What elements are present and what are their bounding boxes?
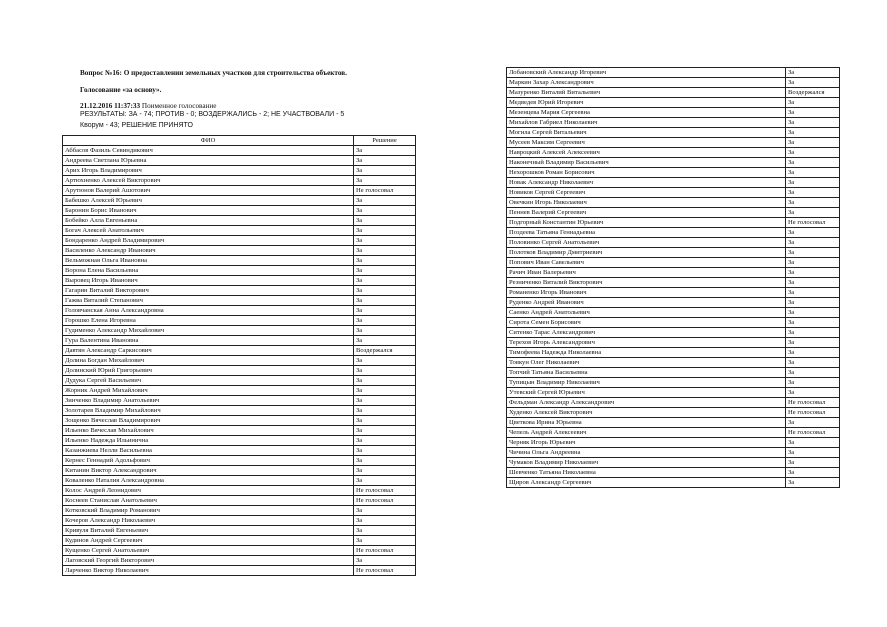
vote-decision: За [786, 448, 840, 458]
table-row [63, 176, 416, 186]
votes-table-left-body [63, 146, 416, 576]
table-row [507, 328, 840, 338]
vote-basis: Голосование «за основу». [80, 86, 162, 94]
deputy-name: Товкун Олег Николаевич [507, 358, 786, 368]
vote-type: Поименное голосование [141, 102, 217, 110]
deputy-name: Артюхненко Алексей Викторович [63, 176, 354, 186]
vote-decision: За [786, 198, 840, 208]
vote-decision: За [786, 298, 840, 308]
table-row [63, 556, 416, 566]
deputy-name: Мезенцева Мария Сергеевна [507, 108, 786, 118]
deputy-name: Фельдман Александр Александрович [507, 398, 786, 408]
vote-decision: За [786, 368, 840, 378]
vote-results: РЕЗУЛЬТАТЫ: ЗА - 74; ПРОТИВ - 0; ВОЗДЕРЖАЛИСЬ - 2; НЕ УЧАСТВОВАЛИ - 5 [80, 111, 345, 118]
deputy-name: Ильенко Вячеслав Михайлович [63, 426, 354, 436]
deputy-name: Арих Игорь Владимирович [63, 166, 354, 176]
vote-decision: За [786, 378, 840, 388]
deputy-name: Колос Андрей Леонидович [63, 486, 354, 496]
vote-decision: За [354, 196, 416, 206]
vote-decision: За [786, 68, 840, 78]
table-row [63, 386, 416, 396]
vote-decision: За [354, 456, 416, 466]
vote-decision: За [786, 478, 840, 488]
table-row [63, 526, 416, 536]
deputy-name: Терехов Игорь Александрович [507, 338, 786, 348]
vote-decision: За [354, 386, 416, 396]
deputy-name: Шевченко Татьяна Николаевна [507, 468, 786, 478]
table-row [63, 506, 416, 516]
table-row [507, 318, 840, 328]
vote-decision: За [354, 206, 416, 216]
vote-decision: За [354, 176, 416, 186]
deputy-name: Рачич Иван Валерьевич [507, 268, 786, 278]
vote-decision: За [354, 326, 416, 336]
deputy-name: Чепель Андрей Алексеевич [507, 428, 786, 438]
vote-decision: За [354, 416, 416, 426]
table-row [507, 258, 840, 268]
table-row [507, 168, 840, 178]
table-row [63, 376, 416, 386]
deputy-name: Кочеров Александр Николаевич [63, 516, 354, 526]
table-row [63, 486, 416, 496]
table-row [63, 226, 416, 236]
vote-decision: За [786, 168, 840, 178]
vote-decision: За [786, 118, 840, 128]
table-row [63, 196, 416, 206]
deputy-name: Гагарин Виталий Викторович [63, 286, 354, 296]
table-row [507, 178, 840, 188]
vote-decision: За [786, 268, 840, 278]
deputy-name: Зощенко Вячеслав Владимирович [63, 416, 354, 426]
table-row [63, 406, 416, 416]
deputy-name: Мусеев Максим Сергеевич [507, 138, 786, 148]
vote-decision: За [354, 226, 416, 236]
vote-decision: За [354, 146, 416, 156]
vote-decision: Не голосовал [786, 218, 840, 228]
deputy-name: Подгорный Константин Юрьевич [507, 218, 786, 228]
deputy-name: Коваленко Наталия Александровна [63, 476, 354, 486]
table-row [507, 428, 840, 438]
table-row [507, 448, 840, 458]
vote-decision: За [786, 248, 840, 258]
deputy-name: Чичина Ольга Андреевна [507, 448, 786, 458]
deputy-name: Богач Алексей Анатольевич [63, 226, 354, 236]
deputy-name: Чумаков Владимир Николаевич [507, 458, 786, 468]
table-row [507, 98, 840, 108]
vote-decision: За [786, 178, 840, 188]
deputy-name: Андреева Светлана Юрьевна [63, 156, 354, 166]
table-row [507, 358, 840, 368]
vote-decision: За [786, 228, 840, 238]
table-row [63, 166, 416, 176]
deputy-name: Щиров Александр Сергеевич [507, 478, 786, 488]
vote-decision: За [354, 276, 416, 286]
vote-decision: Не голосовал [354, 496, 416, 506]
vote-decision: За [354, 556, 416, 566]
deputy-name: Могила Сергей Витальевич [507, 128, 786, 138]
table-row [63, 546, 416, 556]
table-row [507, 268, 840, 278]
table-row [63, 276, 416, 286]
deputy-name: Долина Богдан Михайлович [63, 356, 354, 366]
table-row [63, 476, 416, 486]
votes-table-left [62, 135, 416, 576]
vote-decision: За [354, 506, 416, 516]
vote-decision: За [786, 98, 840, 108]
vote-decision: За [354, 466, 416, 476]
vote-decision: За [786, 438, 840, 448]
vote-decision: За [354, 306, 416, 316]
deputy-name: Половинко Сергей Анатольевич [507, 238, 786, 248]
vote-decision: За [354, 436, 416, 446]
deputy-name: Резниченко Виталий Викторович [507, 278, 786, 288]
deputy-name: Лаговский Георгий Викторович [63, 556, 354, 566]
table-row [507, 228, 840, 238]
vote-decision: За [786, 78, 840, 88]
table-row [63, 446, 416, 456]
vote-decision: За [786, 188, 840, 198]
table-row [507, 418, 840, 428]
deputy-name: Ильенко Надежда Ильинична [63, 436, 354, 446]
vote-decision: За [354, 366, 416, 376]
table-row [63, 466, 416, 476]
vote-decision: Не голосовал [786, 398, 840, 408]
table-row [63, 186, 416, 196]
vote-decision: За [786, 318, 840, 328]
table-row [63, 146, 416, 156]
vote-decision: За [354, 536, 416, 546]
table-row [507, 208, 840, 218]
table-row [507, 388, 840, 398]
deputy-name: Цветкова Ирина Юрьевна [507, 418, 786, 428]
table-row [507, 288, 840, 298]
deputy-name: Руденко Андрей Иванович [507, 298, 786, 308]
vote-decision: За [786, 418, 840, 428]
table-row [507, 478, 840, 488]
table-row [63, 296, 416, 306]
table-row [507, 68, 840, 78]
table-row [507, 338, 840, 348]
table-row [507, 368, 840, 378]
table-row [507, 118, 840, 128]
vote-decision: Воздержался [354, 346, 416, 356]
vote-decision: За [354, 336, 416, 346]
table-row [507, 398, 840, 408]
deputy-name: Аббасов Фазиль Севиндикович [63, 146, 354, 156]
deputy-name: Жорник Андрей Михайлович [63, 386, 354, 396]
deputy-name: Головчанская Анна Александровна [63, 306, 354, 316]
vote-decision: За [354, 296, 416, 306]
deputy-name: Худенко Алексей Викторович [507, 408, 786, 418]
table-row [63, 366, 416, 376]
vote-decision: За [354, 356, 416, 366]
table-row [63, 286, 416, 296]
deputy-name: Китанин Виктор Александрович [63, 466, 354, 476]
deputy-name: Сирота Семен Борисович [507, 318, 786, 328]
table-row [63, 566, 416, 576]
deputy-name: Коснеев Станислав Анатольевич [63, 496, 354, 506]
table-row [63, 516, 416, 526]
deputy-name: Гура Валентина Ивановна [63, 336, 354, 346]
table-row [63, 396, 416, 406]
table-row [63, 216, 416, 226]
question-title: Вопрос №16: О предоставлении земельных участков для строительства объектов. [80, 69, 347, 77]
deputy-name: Нехорошков Роман Борисович [507, 168, 786, 178]
deputy-name: Топчий Татьяна Васильевна [507, 368, 786, 378]
deputy-name: Черняк Игорь Юрьевич [507, 438, 786, 448]
vote-decision: За [354, 316, 416, 326]
deputy-name: Михайлов Габриел Николаевич [507, 118, 786, 128]
table-row [63, 536, 416, 546]
vote-decision: Не голосовал [354, 566, 416, 576]
deputy-name: Арутюнов Валерий Ашотович [63, 186, 354, 196]
vote-decision: За [354, 246, 416, 256]
table-row [63, 356, 416, 366]
table-row [507, 308, 840, 318]
table-row [63, 426, 416, 436]
deputy-name: Пеннев Валерий Сергеевич [507, 208, 786, 218]
vote-decision: За [354, 406, 416, 416]
deputy-name: Новиков Сергей Сергеевич [507, 188, 786, 198]
table-row [507, 458, 840, 468]
vote-decision: За [786, 148, 840, 158]
deputy-name: Золотарев Владимир Михайлович [63, 406, 354, 416]
table-row [63, 316, 416, 326]
vote-decision: За [786, 208, 840, 218]
deputy-name: Василенко Александр Иванович [63, 246, 354, 256]
vote-decision: За [354, 286, 416, 296]
votes-table-right-body [507, 68, 840, 488]
table-row [507, 78, 840, 88]
column-header-decision: Решение [354, 136, 416, 146]
table-row [507, 188, 840, 198]
vote-decision: За [786, 138, 840, 148]
deputy-name: Баронин Борис Иванович [63, 206, 354, 216]
deputy-name: Кущенко Сергей Анатольевич [63, 546, 354, 556]
table-row [507, 298, 840, 308]
deputy-name: Бондаренко Андрей Владимирович [63, 236, 354, 246]
table-row [63, 456, 416, 466]
table-row [63, 246, 416, 256]
deputy-name: Зинченко Владимир Анатольевич [63, 396, 354, 406]
table-row [507, 348, 840, 358]
table-row [507, 468, 840, 478]
column-header-name: ФИО [63, 136, 354, 146]
table-row [63, 156, 416, 166]
vote-decision: За [786, 288, 840, 298]
vote-decision: За [786, 108, 840, 118]
deputy-name: Вельможная Ольга Ивановна [63, 256, 354, 266]
table-row [63, 416, 416, 426]
vote-decision: За [786, 468, 840, 478]
vote-decision: За [354, 266, 416, 276]
deputy-name: Лобановский Александр Игоревич [507, 68, 786, 78]
table-row [507, 88, 840, 98]
vote-decision: За [786, 348, 840, 358]
vote-decision: За [786, 338, 840, 348]
deputy-name: Горошко Елена Игоревна [63, 316, 354, 326]
votes-table-right [506, 67, 840, 488]
deputy-name: Навроцкий Алексей Алексеевич [507, 148, 786, 158]
vote-decision: За [786, 328, 840, 338]
table-row [507, 248, 840, 258]
vote-decision: За [354, 256, 416, 266]
deputy-name: Овечкин Игорь Николаевич [507, 198, 786, 208]
deputy-name: Гудименко Александр Михайлович [63, 326, 354, 336]
deputy-name: Ситенко Тарас Александрович [507, 328, 786, 338]
deputy-name: Бабешко Алексей Юрьевич [63, 196, 354, 206]
deputy-name: Новак Александр Николаевич [507, 178, 786, 188]
vote-decision: За [786, 158, 840, 168]
deputy-name: Бобейко Алла Евгеньевна [63, 216, 354, 226]
vote-decision: Не голосовал [786, 408, 840, 418]
vote-decision: За [786, 358, 840, 368]
vote-decision: За [354, 166, 416, 176]
table-row [507, 238, 840, 248]
table-row [63, 236, 416, 246]
vote-decision: За [786, 128, 840, 138]
deputy-name: Утевский Сергей Юрьевич [507, 388, 786, 398]
vote-decision: Не голосовал [786, 428, 840, 438]
table-row [507, 378, 840, 388]
deputy-name: Ларченко Виктор Николаевич [63, 566, 354, 576]
vote-decision: За [354, 376, 416, 386]
deputy-name: Кудинов Андрей Сергеевич [63, 536, 354, 546]
deputy-name: Полотков Владимир Дмитриевич [507, 248, 786, 258]
deputy-name: Медведев Юрий Игоревич [507, 98, 786, 108]
table-row [507, 408, 840, 418]
vote-decision: Не голосовал [354, 186, 416, 196]
table-row [63, 266, 416, 276]
table-row [63, 346, 416, 356]
table-row [63, 256, 416, 266]
deputy-name: Давтян Александр Саркисович [63, 346, 354, 356]
table-row [507, 438, 840, 448]
vote-decision: Не голосовал [354, 546, 416, 556]
deputy-name: Тупицын Владимир Николаевич [507, 378, 786, 388]
vote-decision: За [786, 458, 840, 468]
table-row [507, 128, 840, 138]
table-row [507, 198, 840, 208]
deputy-name: Поздеева Татьяна Геннадьевна [507, 228, 786, 238]
vote-decision: За [354, 526, 416, 536]
table-row [63, 326, 416, 336]
deputy-name: Долинский Юрий Григорьевич [63, 366, 354, 376]
table-row [507, 148, 840, 158]
table-row [63, 336, 416, 346]
table-row [507, 138, 840, 148]
deputy-name: Казанжиева Нелли Васильевна [63, 446, 354, 456]
vote-decision: За [354, 156, 416, 166]
deputy-name: Тимофеева Надежда Николаевна [507, 348, 786, 358]
vote-decision: За [354, 396, 416, 406]
deputy-name: Мазуренко Виталий Витальевич [507, 88, 786, 98]
deputy-name: Кривуля Виталий Евгеньевич [63, 526, 354, 536]
table-row [507, 108, 840, 118]
quorum-decision: Кворум - 43; РЕШЕНИЕ ПРИНЯТО [80, 122, 193, 129]
table-row [507, 278, 840, 288]
vote-decision: За [354, 236, 416, 246]
deputy-name: Выровец Игорь Иванович [63, 276, 354, 286]
deputy-name: Дудука Сергей Васильевич [63, 376, 354, 386]
deputy-name: Маркин Захар Александрович [507, 78, 786, 88]
deputy-name: Котковский Владимир Романович [63, 506, 354, 516]
table-row [63, 436, 416, 446]
vote-decision: За [786, 258, 840, 268]
vote-decision: За [354, 216, 416, 226]
vote-decision: За [786, 308, 840, 318]
vote-decision: За [354, 516, 416, 526]
deputy-name: Ворона Елена Васильевна [63, 266, 354, 276]
deputy-name: Романенко Игорь Иванович [507, 288, 786, 298]
vote-decision: Не голосовал [354, 486, 416, 496]
vote-decision: За [786, 388, 840, 398]
table-row [63, 206, 416, 216]
vote-decision: За [786, 238, 840, 248]
table-row [507, 218, 840, 228]
vote-decision: За [354, 426, 416, 436]
vote-decision: Воздержался [786, 88, 840, 98]
deputy-name: Кернес Геннадий Адольфович [63, 456, 354, 466]
vote-datetime-line [80, 102, 216, 110]
table-row [507, 158, 840, 168]
deputy-name: Наконечный Владимир Васильевич [507, 158, 786, 168]
table-row [63, 306, 416, 316]
vote-decision: За [354, 476, 416, 486]
table-header-row [63, 136, 416, 146]
vote-datetime: 21.12.2016 11:37:33 [80, 102, 141, 110]
vote-decision: За [354, 446, 416, 456]
deputy-name: Попович Иван Савельевич [507, 258, 786, 268]
table-row [63, 496, 416, 506]
deputy-name: Гажва Виталий Степанович [63, 296, 354, 306]
deputy-name: Саенко Андрей Анатольевич [507, 308, 786, 318]
vote-decision: За [786, 278, 840, 288]
